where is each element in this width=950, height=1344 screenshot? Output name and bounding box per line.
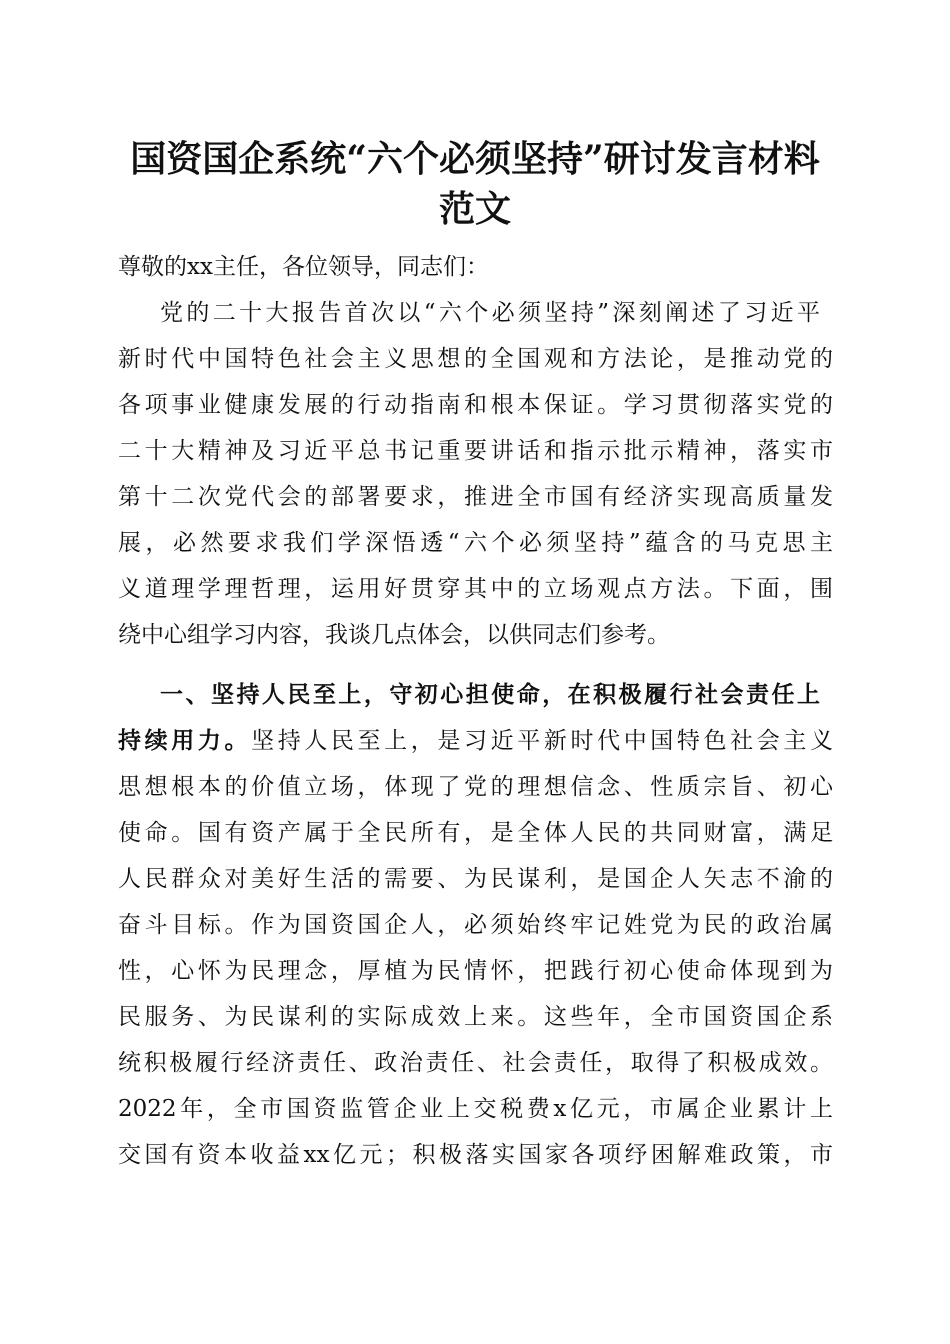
paragraph-line: 展，必然要求我们学深悟透“六个必须坚持”蕴含的马克思主 xyxy=(118,530,833,556)
section-heading-line-1: 一、坚持人民至上，守初心担使命，在积极履行社会责任上 xyxy=(160,681,820,708)
paragraph-line: 民服务、为民谋利的实际成效上来。这些年，全市国资国企系 xyxy=(118,1004,833,1030)
paragraph-line: 第十二次党代会的部署要求，推进全市国有经济实现高质量发 xyxy=(118,484,833,510)
paragraph-line: 人民群众对美好生活的需要、为民谋利，是国企人矢志不渝的 xyxy=(118,866,833,892)
section-heading-line-2 xyxy=(118,718,833,764)
section-heading-tail: 持续用力。 xyxy=(118,727,252,754)
paragraph-line: 奋斗目标。作为国资国企人，必须始终牢记姓党为民的政治属 xyxy=(118,912,833,938)
document-title-line-2: 范文 xyxy=(438,188,511,230)
paragraph-line: 统积极履行经济责任、政治责任、社会责任，取得了积极成效。 xyxy=(118,1050,833,1076)
paragraph-line: 各项事业健康发展的行动指南和根本保证。学习贯彻落实党的 xyxy=(118,392,833,418)
paragraph-line: 交国有资本收益xx亿元；积极落实国家各项纾困解难政策，市 xyxy=(118,1142,833,1168)
paragraph-line: 新时代中国特色社会主义思想的全国观和方法论，是推动党的 xyxy=(118,346,833,372)
paragraph-line: 性，心怀为民理念，厚植为民情怀，把践行初心使命体现到为 xyxy=(118,958,833,984)
paragraph-line: 绕中心组学习内容，我谈几点体会，以供同志们参考。 xyxy=(118,622,670,648)
paragraph-line: 二十大精神及习近平总书记重要讲话和指示批示精神，落实市 xyxy=(118,438,833,464)
paragraph-text: 坚持人民至上，是习近平新时代中国特色社会主义 xyxy=(251,728,834,754)
paragraph-line: 使命。国有资产属于全民所有，是全体人民的共同财富，满足 xyxy=(118,820,833,846)
paragraph-line: 义道理学理哲理，运用好贯穿其中的立场观点方法。下面，围 xyxy=(118,576,833,602)
document-title-line-1: 国资国企系统“六个必须坚持”研讨发言材料 xyxy=(130,138,820,180)
paragraph-line: 党的二十大报告首次以“六个必须坚持”深刻阐述了习近平 xyxy=(160,300,820,326)
salutation: 尊敬的xx主任，各位领导，同志们： xyxy=(118,254,489,280)
paragraph-line: 思想根本的价值立场，体现了党的理想信念、性质宗旨、初心 xyxy=(118,774,833,800)
paragraph-line: 2022年，全市国资监管企业上交税费x亿元，市属企业累计上 xyxy=(118,1096,833,1122)
